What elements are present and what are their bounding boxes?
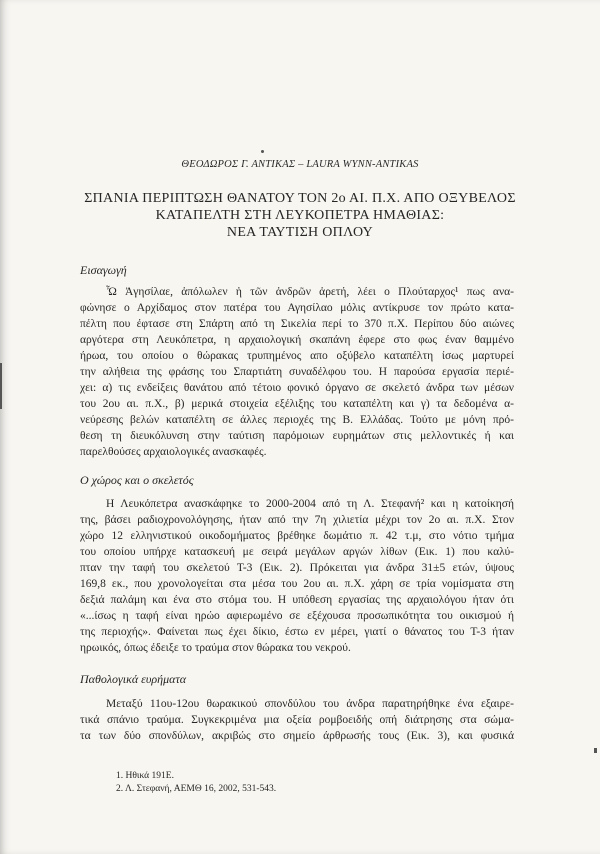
text-line: θεση τη διευκόλυνση στην ταύτιση παρόμοιων ευρημάτων στις μελλοντικές ή και <box>80 430 514 442</box>
title-line: ΚΑΤΑΠΕΛΤΗ ΣΤΗ ΛΕΥΚΟΠΕΤΡΑ ΗΜΑΘΙΑΣ: <box>155 208 445 223</box>
text-line: πέλτη που έφτασε στη Σπάρτη από τη Σικελία περί το 370 π.Χ. Περίπου δύο αιώνες <box>80 318 514 330</box>
scan-mark <box>0 363 2 409</box>
text-line: νεύρεσης βελών καταπέλτη σε άλλες περιοχές της Β. Ελλάδας. Τούτο με μόνη πρό- <box>80 414 514 426</box>
text-line: Η Λευκόπετρα ανασκάφηκε το 2000-2004 από τη Λ. Στεφανή² και η κατοίκησή <box>106 498 514 510</box>
text-line: της, βάσει ραδιοχρονολόγησης, ήταν από την 7η χιλιετία μέχρι τον 2ο αι. π.Χ. Στον <box>80 514 514 526</box>
text-line: «...ίσως η ταφή είναι ηρώο αφιερωμένο σε εξέχουσα προσωπικότητα του οικισμού ή <box>80 610 514 622</box>
text-line: Μεταξύ 11ου-12ου θωρακικού σπονδύλου του άνδρα παρατηρήθηκε ένα εξαιρε- <box>106 698 514 710</box>
text-line: 169,8 εκ., που χρονολογείται στα μέσα του 2ου αι. π.Χ. χάρη σε τρία νομίσματα στη <box>80 578 514 590</box>
text-line: δεξιά παλάμη και ένα στο στόμα του. Η υπόθεση εργασίας της αρχαιολόγου ήταν ότι <box>80 594 514 606</box>
text-line: ηρωικός, όπως έδειξε το τραύμα στον θώρακα του νεκρού. <box>80 642 351 654</box>
title-line: ΝΕΑ ΤΑΥΤΙΣΗ ΟΠΛΟΥ <box>226 225 374 240</box>
text-line: χώρο 12 ελληνιστικού οικοδομήματος βρέθηκε δωμάτιο π. 42 τ.μ, στο νότιο τμήμα <box>80 530 514 542</box>
footnote: 2. Λ. Στεφανή, ΑΕΜΘ 16, 2002, 531-543. <box>116 784 277 794</box>
title-line: ΣΠΑΝΙΑ ΠΕΡΙΠΤΩΣΗ ΘΑΝΑΤΟΥ ΤΟΝ 2ο ΑΙ. Π.Χ. ΑΠΟ ΟΞΥΒΕΛΟΣ <box>84 191 516 206</box>
text-line: τα των δύο σπονδύλων, ακριβώς στο σημείο άρθρωσής τους (Εικ. 3), και φυσικά <box>80 730 514 742</box>
footnote: 1. Ηθικά 191Ε. <box>116 771 174 781</box>
text-line: χει: α) τις ενδείξεις θανάτου από τέτοιο φονικό όργανο σε σκελετό άνδρα των μέσων <box>80 382 514 394</box>
scan-mark <box>594 748 597 753</box>
section-heading: Παθολογικά ευρήματα <box>80 672 187 686</box>
paragraph-pathology <box>80 696 514 744</box>
authors: ΘΕΟΔΩΡΟΣ Γ. ΑΝΤΙΚΑΣ – LAURA WYNN-ANTIKAS <box>181 159 419 170</box>
text-line: αργότερα στη Λευκόπετρα, η αρχαιολογική σκαπάνη έφερε στο φως έναν θαμμένο <box>80 334 514 346</box>
scan-mark <box>261 150 264 153</box>
section-heading: Εισαγωγή <box>80 263 127 277</box>
text-line: την αλήθεια της φράσης του Σπαρτιάτη συναδέλφου του. Η παρούσα εργασία περιέ- <box>80 366 514 378</box>
text-line: του 2ου αι. π.Χ., β) μερικά στοιχεία εξέλιξης του καταπέλτη και γ) τα δεδομένα α- <box>80 398 514 410</box>
paper-title <box>0 190 600 241</box>
text-line: Ὦ Ἀγησίλαε, ἀπόλωλεν ἡ τῶν ἀνδρῶν ἀρετή, λέει ο Πλούταρχος¹ πως ανα- <box>106 286 514 298</box>
paragraph-introduction <box>80 284 514 460</box>
text-line: παρελθούσες αρχαιολογικές ανασκαφές. <box>80 446 267 458</box>
paragraph-site-and-skeleton <box>80 496 514 656</box>
text-line: πταν την ταφή του σκελετού Τ-3 (Εικ. 2). Πρόκειται για άνδρα 31±5 ετών, ύψους <box>80 562 514 574</box>
text-line: φώνησε ο Αρχίδαμος στον πατέρα του Αγησίλαο μόλις αντίκρυσε τον πρώτο κατα- <box>80 302 514 314</box>
text-line: της περιοχής». Φαίνεται πως έχει δίκιο, έστω εν μέρει, γιατί ο θάνατος του Τ-3 ήταν <box>80 626 514 638</box>
section-heading: Ο χώρος και ο σκελετός <box>80 473 194 487</box>
text-line: ήρωα, του οποίου ο θώρακας τρυπημένος απο οξύβελο καταπέλτη ίσως μαρτυρεί <box>80 350 514 362</box>
text-line: του οποίου υπήρχε κατασκευή με σειρά μεγάλων αργών λίθων (Εικ. 1) που καλύ- <box>80 546 514 558</box>
text-line: τικά σπάνιο τραύμα. Συγκεκριμένα μια οξεία ρομβοειδής οπή διάτρησης στα σώμα- <box>80 714 514 726</box>
